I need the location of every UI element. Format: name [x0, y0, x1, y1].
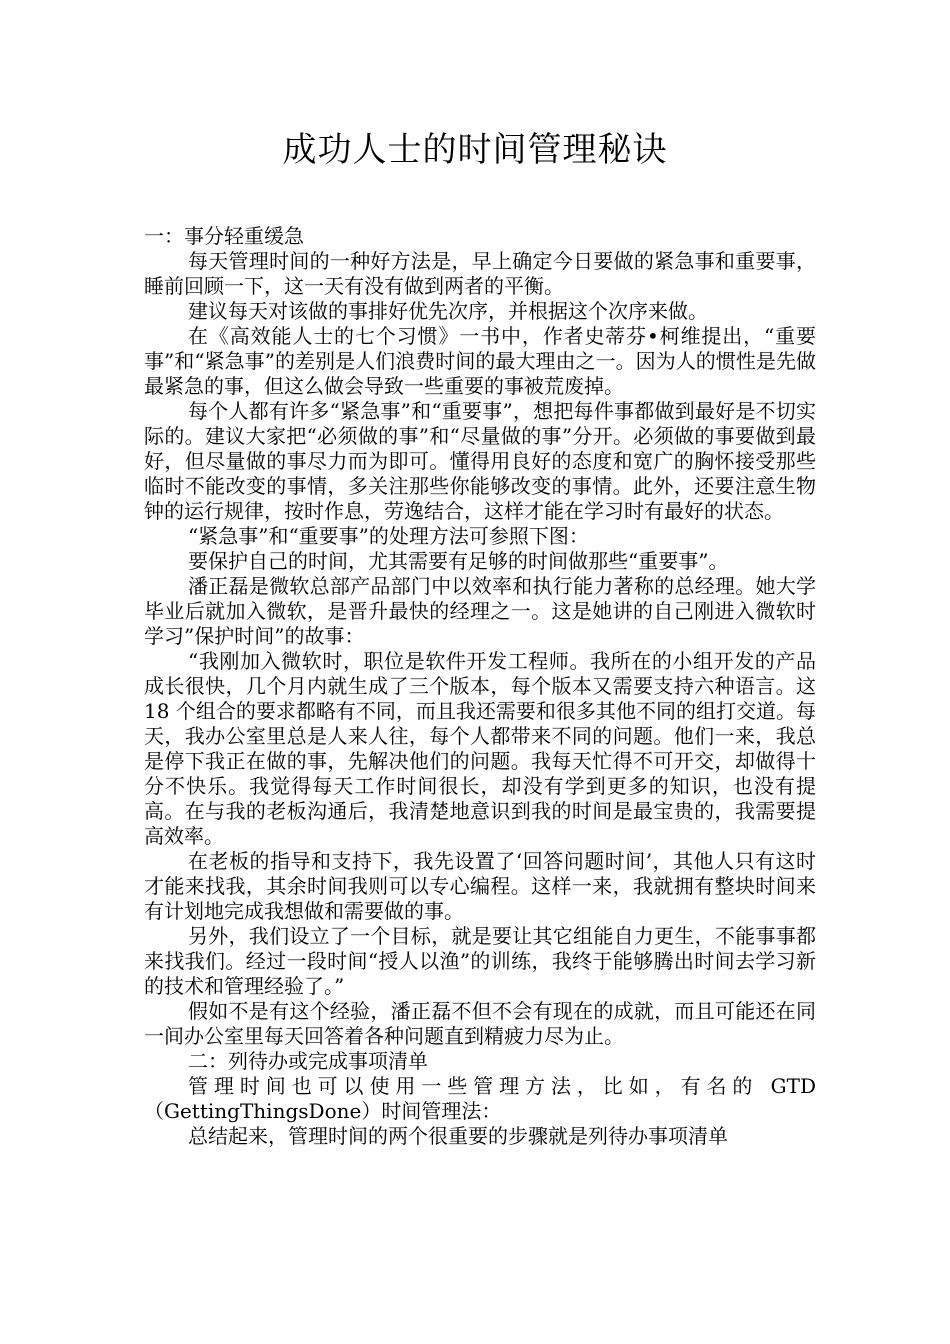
quote-paragraph: “我刚加入微软时，职位是软件开发工程师。我所在的小组开发的产品成长很快，几个月内就生成了三个版本，每个版本又需要支持六种语言。这 18 个组合的要求都略有不同，而且我还需要和很多其他不同的组打交道。每天，我办公室里总是人来人往，每个人都带来不同的问题。他们一来，我总是停下我正在做的事，先解决他们的问题。我每天忙得不可开交，却做得十分不快乐。我觉得每天工作时间很长，却没有学到更多的知识，也没有提高。在与我的老板沟通后，我清楚地意识到我的时间是最宝贵的，我需要提高效率。 — [144, 649, 816, 848]
paragraph: “紧急事”和“重要事”的处理方法可参照下图： — [188, 524, 589, 548]
paragraph: 每个人都有许多“紧急事”和“重要事”，想把每件事都做到最好是不切实际的。建议大家把“必须做的事”和“尽量做的事”分开。必须做的事要做到最好，但尽量做的事尽力而为即可。懂得用良好的态度和宽广的胸怀接受那些临时不能改变的事情，多关注那些你能够改变的事情。此外，还要注意生物钟的运行规律，按时作息，劳逸结合，这样才能在学习时有最好的状态。 — [144, 399, 816, 523]
paragraph: 假如不是有这个经验，潘正磊不但不会有现在的成就，而且可能还在同一间办公室里每天回答着各种问题直到精疲力尽为止。 — [144, 999, 816, 1048]
page-title: 成功人士的时间管理秘诀 — [282, 130, 668, 170]
paragraph: 管理时间也可以使用一些管理方法，比如，有名的 GTD（GettingThingsDone）时间管理法： — [144, 1074, 816, 1123]
paragraph: 要保护自己的时间，尤其需要有足够的时间做那些“重要事”。 — [188, 549, 729, 573]
paragraph: 建议每天对该做的事排好优先次序，并根据这个次序来做。 — [188, 299, 708, 323]
section-heading-1: 一：事分轻重缓急 — [144, 224, 304, 248]
quote-paragraph: 在老板的指导和支持下，我先设置了‘回答问题时间’，其他人只有这时才能来找我，其余时间我则可以专心编程。这样一来，我就拥有整块时间来有计划地完成我想做和需要做的事。 — [144, 849, 816, 923]
paragraph: 总结起来，管理时间的两个很重要的步骤就是列待办事项清单 — [188, 1124, 728, 1148]
paragraph: 每天管理时间的一种好方法是，早上确定今日要做的紧急事和重要事，睡前回顾一下，这一天有没有做到两者的平衡。 — [144, 249, 816, 298]
quote-paragraph: 另外，我们设立了一个目标，就是要让其它组能自力更生，不能事事都来找我们。经过一段时间“授人以渔”的训练，我终于能够腾出时间去学习新的技术和管理经验了。” — [144, 924, 816, 998]
paragraph: 在《高效能人士的七个习惯》一书中，作者史蒂芬•柯维提出，“重要事”和“紧急事”的差别是人们浪费时间的最大理由之一。因为人的惯性是先做最紧急的事，但这么做会导致一些重要的事被荒废掉。 — [144, 324, 816, 398]
document-body — [144, 224, 816, 1149]
paragraph: 潘正磊是微软总部产品部门中以效率和执行能力著称的总经理。她大学毕业后就加入微软，是晋升最快的经理之一。这是她讲的自己刚进入微软时学习”保护时间”的故事： — [144, 574, 816, 648]
section-heading-2: 二：列待办或完成事项清单 — [188, 1049, 428, 1073]
